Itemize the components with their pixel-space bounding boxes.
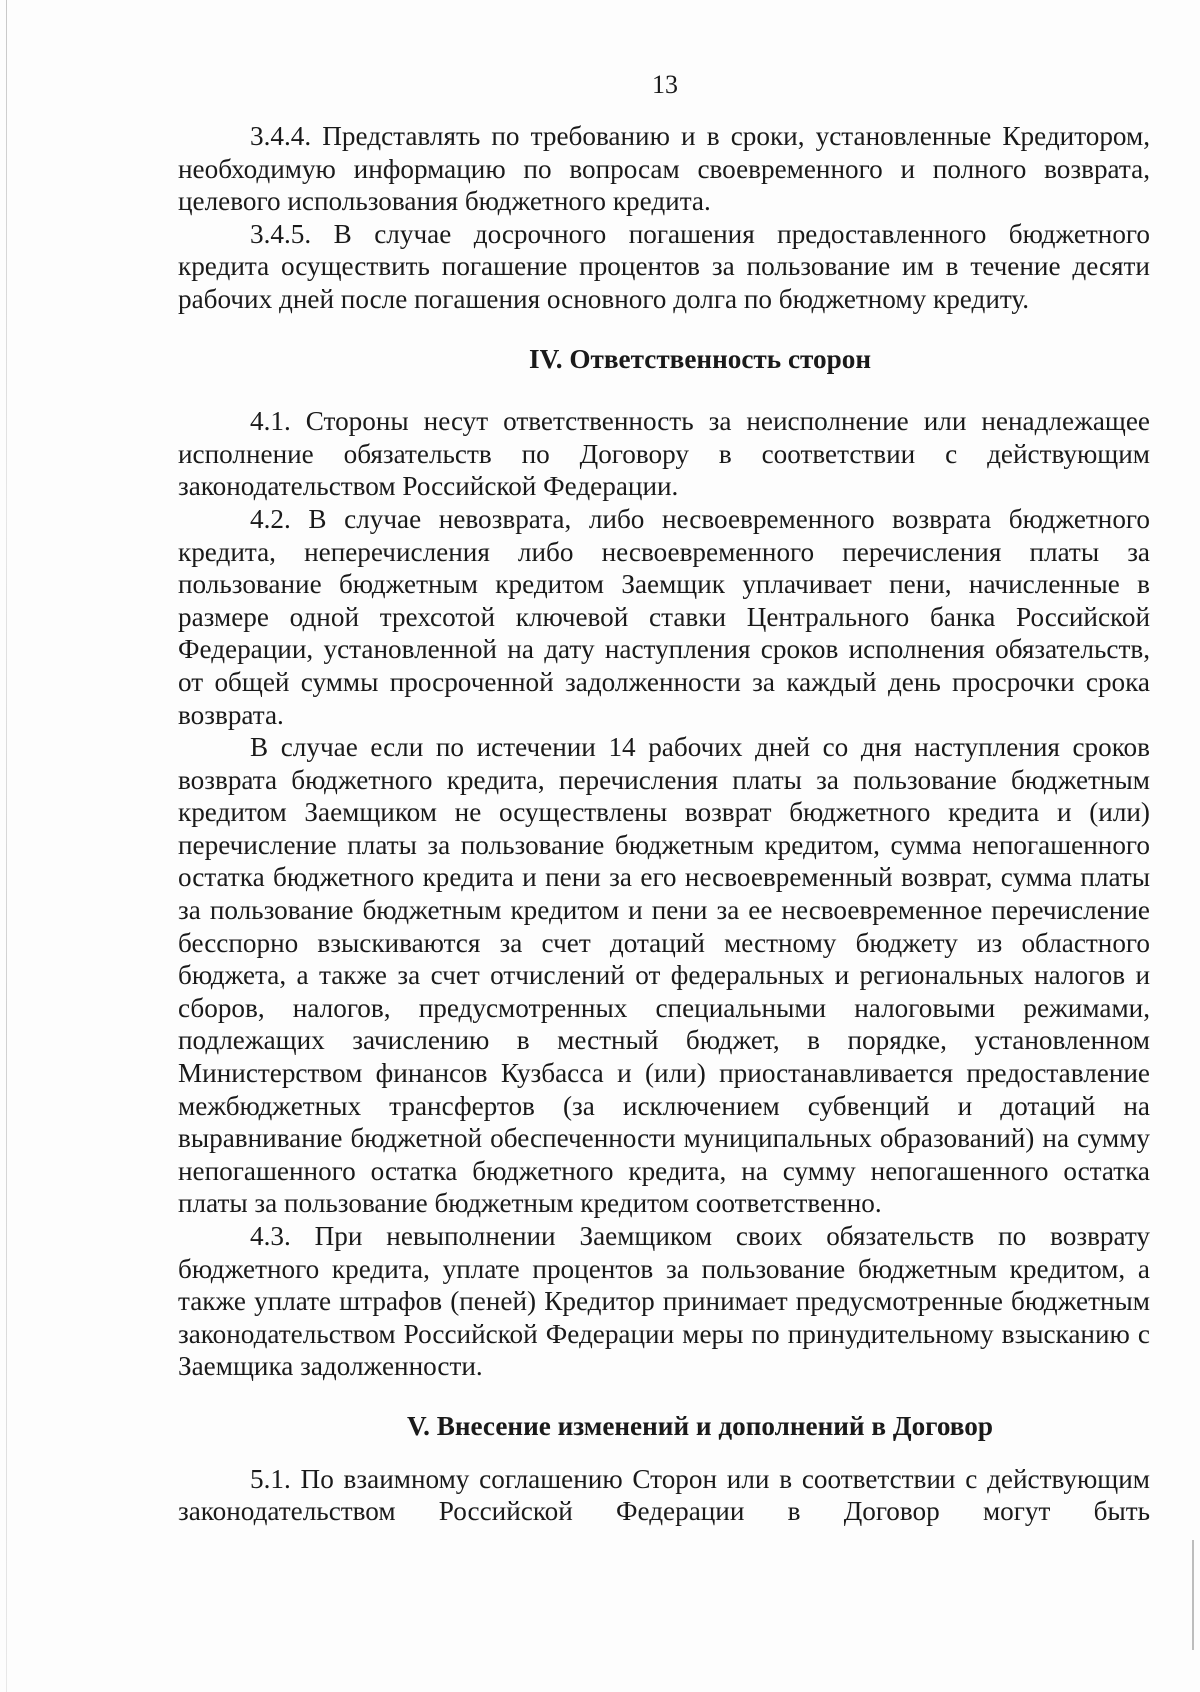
scan-edge-left	[6, 0, 7, 1692]
paragraph-4-3: 4.3. При невыполнении Заемщиком своих обязательств по возврату бюджетного кредита, уплате процентов за пользование бюджетным кредитом, а также уплате штрафов (пеней) Кредитор принимает предусмотренные бюджетным законодательством Российской Федерации меры по принудительному взысканию с Заемщика задолженности.	[178, 1221, 1150, 1382]
section-iv-title: IV. Ответственность сторон	[529, 343, 871, 374]
scan-edge-right	[1192, 1540, 1194, 1650]
page-number: 13	[652, 70, 678, 99]
paragraph-4-2: 4.2. В случае невозврата, либо несвоевременного возврата бюджетного кредита, неперечисления либо несвоевременного перечисления платы за пользование бюджетным кредитом Заемщик уплачивает пени, начисленные в размере одной трехсотой ключевой ставки Центрального банка Российской Федерации, установленной на дату наступления сроков исполнения обязательств, от общей суммы просроченной задолженности за каждый день просрочки срока возврата.	[178, 503, 1150, 730]
section-v-title: V. Внесение изменений и дополнений в Договор	[407, 1410, 993, 1441]
paragraph-4-1: 4.1. Стороны несут ответственность за неисполнение или ненадлежащее исполнение обязательств по Договору в соответствии с действующим законодательством Российской Федерации.	[178, 406, 1150, 502]
paragraph-4-2-continued: В случае если по истечении 14 рабочих дней со дня наступления сроков возврата бюджетного кредита, перечисления платы за пользование бюджетным кредитом Заемщиком не осуществлены возврат бюджетного кредита и (или) перечисление платы за пользование бюджетным кредитом, сумма непогашенного остатка бюджетного кредита и пени за его несвоевременный возврат, сумма платы за пользование бюджетным кредитом и пени за ее несвоевременное перечисление бесспорно взыскиваются за счет дотаций местному бюджету из областного бюджета, а также за счет отчислений от федеральных и региональных налогов и сборов, налогов, предусмотренных специальными налоговыми режимами, подлежащих зачислению в местный бюджет, в порядке, установленном Министерством финансов Кузбасса и (или) приостанавливается предоставление межбюджетных трансфертов (за исключением субвенций и дотаций на выравнивание бюджетной обеспеченности муниципальных образований) на сумму непогашенного остатка бюджетного кредита, на сумму непогашенного остатка платы за пользование бюджетным кредитом соответственно.	[178, 732, 1150, 1219]
paragraph-3-4-4: 3.4.4. Представлять по требованию и в сроки, установленные Кредитором, необходимую информацию по вопросам своевременного и полного возврата, целевого использования бюджетного кредита.	[178, 121, 1150, 217]
document-body	[178, 120, 1150, 1528]
paragraph-3-4-5: 3.4.5. В случае досрочного погашения предоставленного бюджетного кредита осуществить погашение процентов за пользование им в течение десяти рабочих дней после погашения основного долга по бюджетному кредиту.	[178, 218, 1150, 314]
paragraph-5-1: 5.1. По взаимному соглашению Сторон или в соответствии с действующим законодательством Российской Федерации в Договор могут быть	[178, 1463, 1150, 1527]
